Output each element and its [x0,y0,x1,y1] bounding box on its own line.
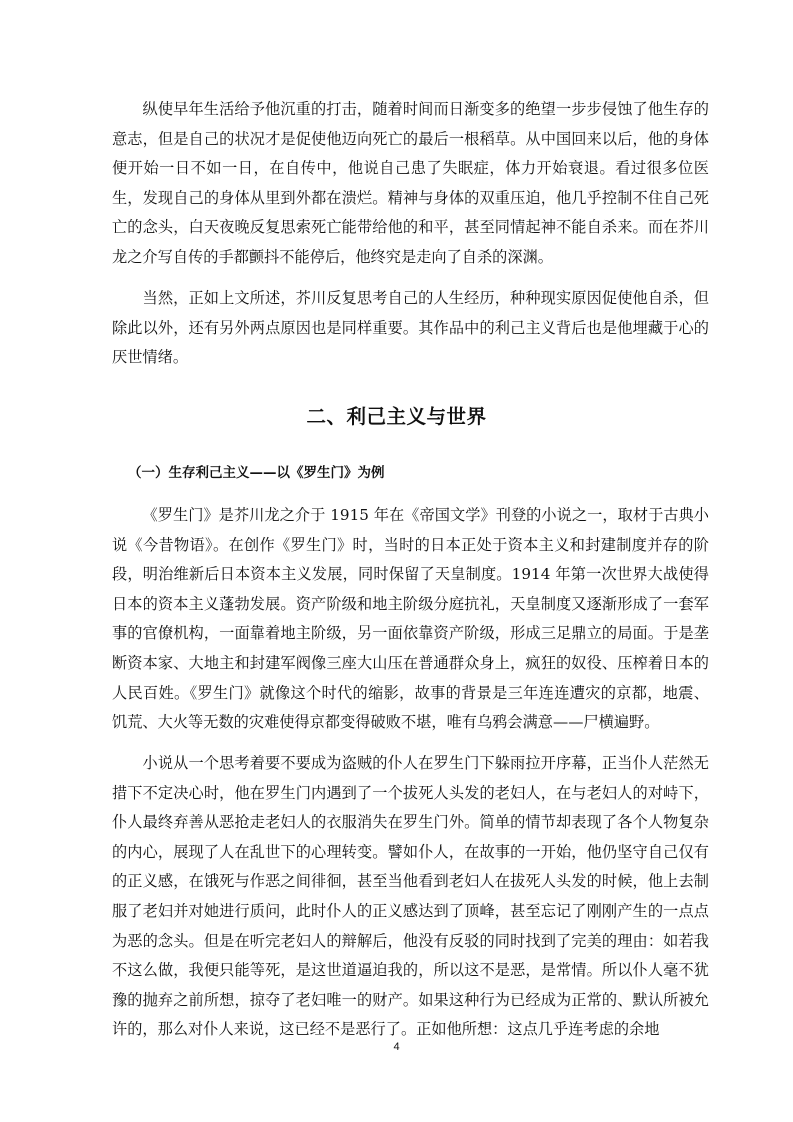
body-paragraph: 当然，正如上文所述，芥川反复思考自己的人生经历，种种现实原因促使他自杀，但除此以外，还有另外两点原因也是同样重要。其作品中的利己主义背后也是他埋藏于心的厌世情绪。 [112,289,709,367]
page-number: 4 [393,1041,400,1053]
body-paragraph: 《罗生门》是芥川龙之介于 1915 年在《帝国文学》刊登的小说之一，取材于古典小说《今昔物语》。在创作《罗生门》时，当时的日本正处于资本主义和封建制度并存的阶段，明治维新后日本资本主义发展，同时保留了天皇制度。1914 年第一次世界大战使得日本的资本主义蓬勃发展。资产阶级和地主阶级分庭抗礼，天皇制度又逐渐形成了一套军事的官僚机构，一面靠着地主阶级，另一面依靠资产阶级，形成三足鼎立的局面。于是垄断资本家、大地主和封建军阀像三座大山压在普通群众身上，疯狂的奴役、压榨着日本的人民百姓。《罗生门》就像这个时代的缩影，故事的背景是三年连连遭灾的京都，地震、饥荒、大火等无数的灾难使得京都变得破败不堪，唯有乌鸦会满意——尸横遍野。 [112,506,709,732]
subsection-heading: （一）生存利己主义——以《罗生门》为例 [128,465,385,481]
section-heading: 二、利己主义与世界 [306,405,487,428]
body-paragraph: 小说从一个思考着要不要成为盗贼的仆人在罗生门下躲雨拉开序幕，正当仆人茫然无措下不定决心时，他在罗生门内遇到了一个拔死人头发的老妇人，在与老妇人的对峙下，仆人最终弃善从恶抢走老妇人的衣服消失在罗生门外。简单的情节却表现了各个人物复杂的内心，展现了人在乱世下的心理转变。譬如仆人，在故事的一开始，他仍坚守自己仅有的正义感，在饿死与作恶之间徘徊，甚至当他看到老妇人在拔死人头发的时候，他上去制服了老妇并对她进行质问，此时仆人的正义感达到了顶峰，甚至忘记了刚刚产生的一点点为恶的念头。但是在听完老妇人的辩解后，他没有反驳的同时找到了完美的理由：如若我不这么做，我便只能等死，是这世道逼迫我的，所以这不是恶，是常情。所以仆人毫不犹豫的抛弃之前所想，掠夺了老妇唯一的财产。如果这种行为已经成为正常的、默认所被允许的，那么对仆人来说，这已经不是恶行了。正如他所想：这点几乎连考虑的余地 [112,754,709,1039]
body-paragraph: 纵使早年生活给予他沉重的打击，随着时间而日渐变多的绝望一步步侵蚀了他生存的意志，但是自己的状况才是促使他迈向死亡的最后一根稻草。从中国回来以后，他的身体便开始一日不如一日，在自传中，他说自己患了失眠症，体力开始衰退。看过很多位医生，发现自己的身体从里到外都在溃烂。精神与身体的双重压迫，他几乎控制不住自己死亡的念头，白天夜晚反复思索死亡能带给他的和平，甚至同情起神不能自杀来。而在芥川龙之介写自传的手都颤抖不能停后，他终究是走向了自杀的深渊。 [112,100,709,266]
